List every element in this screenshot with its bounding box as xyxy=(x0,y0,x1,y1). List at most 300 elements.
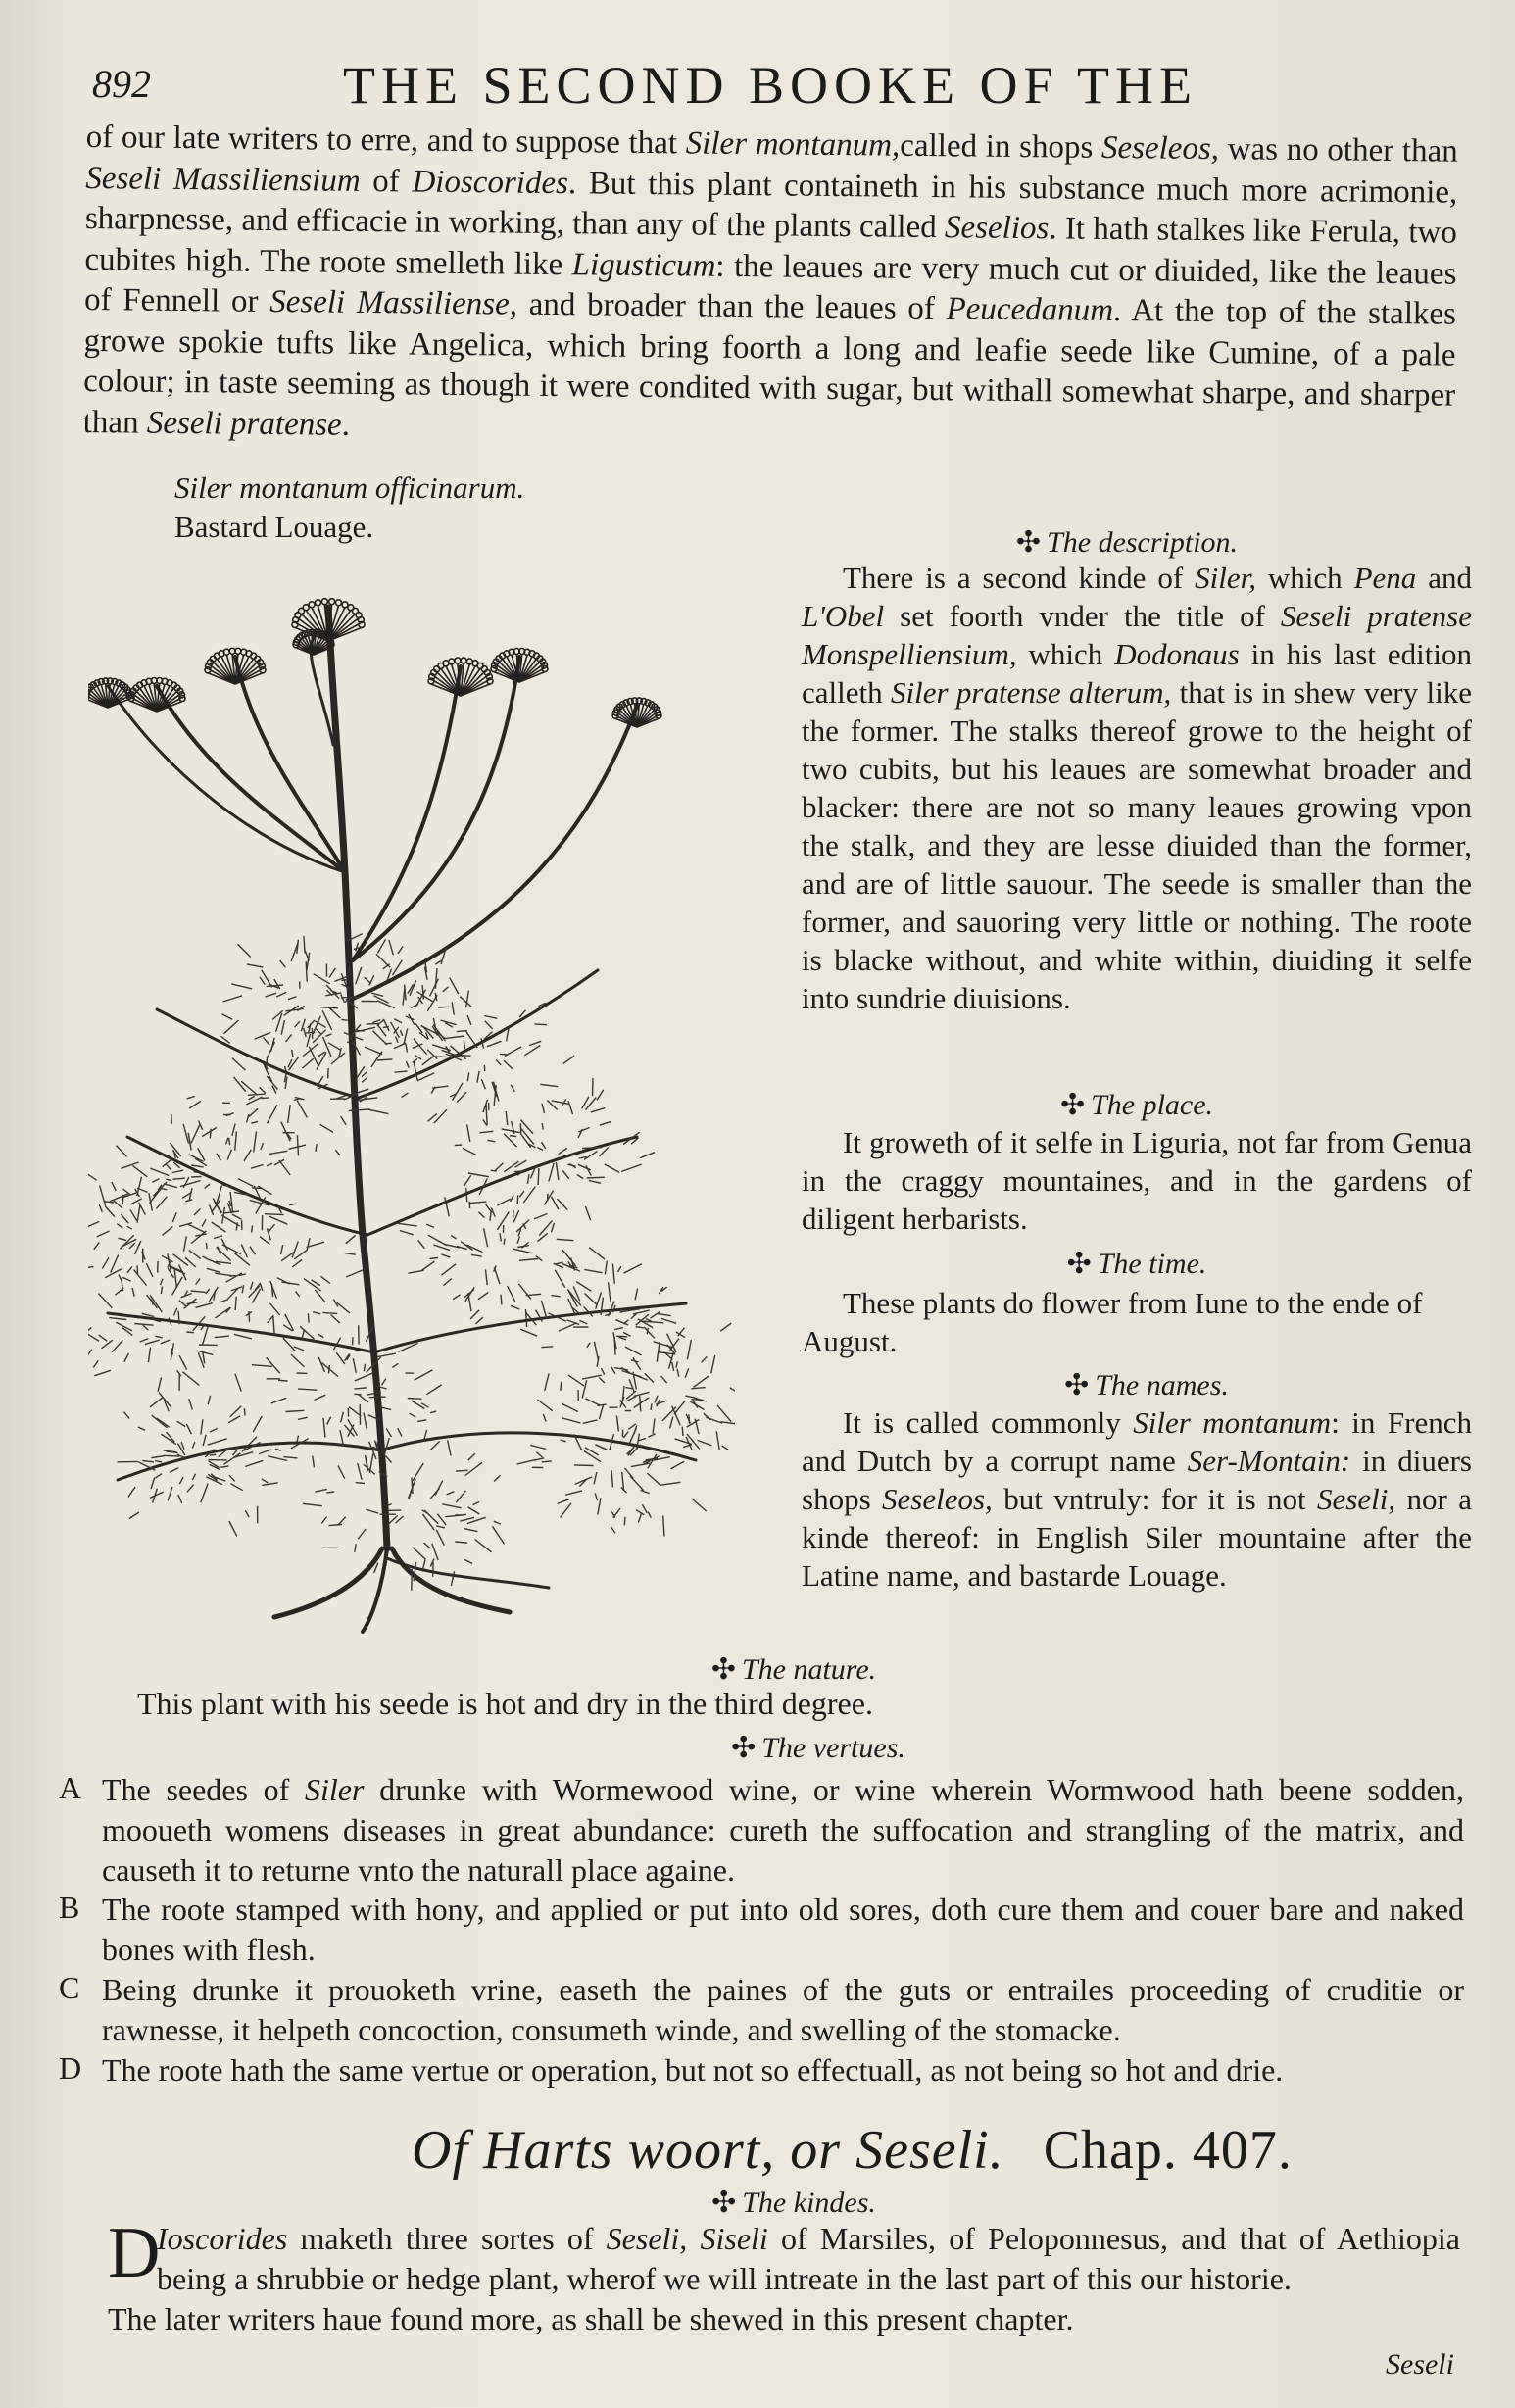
leaf-stroke xyxy=(539,1221,552,1236)
leaf-stroke xyxy=(653,1419,655,1434)
leaf-stroke xyxy=(663,1516,664,1537)
leaf-stroke xyxy=(601,1368,604,1374)
leaf-stroke xyxy=(207,1268,220,1272)
leaf-stroke xyxy=(112,1340,122,1351)
leaf-stroke xyxy=(649,1434,656,1437)
leaf-stroke xyxy=(172,1277,183,1295)
leaf-stroke xyxy=(630,1476,644,1491)
leaf-stroke xyxy=(413,1463,423,1481)
leaf-stroke xyxy=(716,1431,719,1450)
italic-run: Pena xyxy=(1353,561,1417,595)
leaf-stroke xyxy=(430,1411,436,1413)
leaf-stroke xyxy=(249,1097,255,1100)
leaf-stroke xyxy=(625,1468,634,1478)
leaf-stroke xyxy=(235,1253,250,1266)
leaf-stroke xyxy=(185,1257,196,1267)
leaf-stroke xyxy=(442,1504,461,1508)
leaf-stroke xyxy=(291,1354,305,1367)
leaf-stroke xyxy=(561,1382,562,1391)
leaf-stroke xyxy=(372,1020,380,1023)
intro-text: . But this plant containeth in his substance much more acrimonie, sharpnesse, and efficacie in working, than any of the plants called xyxy=(84,165,1458,246)
leaf-stroke xyxy=(585,1294,598,1305)
fleuron-icon: ✣ xyxy=(1015,526,1042,559)
leaf-stroke xyxy=(234,1334,252,1339)
leaf-stroke xyxy=(230,1484,242,1491)
leaf-stroke xyxy=(428,1235,447,1246)
leaf-stroke xyxy=(358,1463,362,1480)
leaf-stroke xyxy=(691,1400,703,1401)
leaf-stroke xyxy=(434,1109,447,1123)
leaf-stroke xyxy=(468,1202,486,1204)
leaf-stroke xyxy=(511,1305,519,1309)
leaf-stroke xyxy=(561,1503,571,1518)
leaf-stroke xyxy=(369,975,374,985)
leaf-stroke xyxy=(346,1235,356,1244)
leaf-stroke xyxy=(117,1224,122,1228)
umbel-flower xyxy=(329,599,335,605)
heading-text: The kindes. xyxy=(742,2187,876,2219)
leaf-stroke xyxy=(337,1302,350,1313)
leaf-stroke xyxy=(146,1263,153,1277)
leaf-stroke xyxy=(642,1504,647,1513)
leaf-stroke xyxy=(173,1254,189,1266)
leaf-stroke xyxy=(595,1445,607,1450)
leaf-stroke xyxy=(104,1202,114,1203)
leaf-stroke xyxy=(325,1034,331,1036)
leaf-stroke xyxy=(408,1399,422,1400)
leaf-stroke xyxy=(195,1303,212,1308)
leaf-stroke xyxy=(88,1222,99,1229)
leaf-stroke xyxy=(676,1361,678,1367)
leaf-stroke xyxy=(260,1237,270,1245)
leaf-stroke xyxy=(251,1282,254,1290)
leaf-stroke xyxy=(265,1214,284,1215)
leaf-stroke xyxy=(485,1021,493,1029)
leaf-stroke xyxy=(510,1136,516,1137)
leaf-stroke xyxy=(456,1491,465,1502)
leaf-stroke xyxy=(417,1420,426,1422)
leaf-stroke xyxy=(137,1205,140,1223)
leaf-stroke xyxy=(704,1413,710,1420)
leaf-stroke xyxy=(442,1264,457,1275)
leaf-stroke xyxy=(247,964,263,967)
heading-kindes xyxy=(686,2186,902,2220)
leaf-stroke xyxy=(186,1332,194,1333)
leaf-stroke xyxy=(430,979,439,997)
leaf-stroke xyxy=(373,1031,388,1045)
text-run: but vntruly: for it is not xyxy=(992,1482,1318,1516)
text-run: and xyxy=(1416,561,1472,595)
leaf-stroke xyxy=(622,1371,641,1377)
leaf-stroke xyxy=(685,1368,689,1377)
text-run: drunke with Wormewood wine, or wine wherein Wormwood hath beene sodden, mooueth womens diseases in great abundance: cureth the suffocation and strangling of the matrix, and causeth it to returne vnto the naturall place againe. xyxy=(102,1772,1465,1888)
leaf-stroke xyxy=(275,1449,281,1450)
leaf-stroke xyxy=(647,1473,660,1486)
leaf-stroke xyxy=(226,1273,243,1282)
leaf-stroke xyxy=(229,1475,235,1481)
leaf-stroke xyxy=(368,1109,388,1113)
leaf-stroke xyxy=(647,1328,648,1334)
leaf-stroke xyxy=(297,1135,298,1155)
leaf-stroke xyxy=(504,1239,505,1245)
leaf-stroke xyxy=(174,1308,177,1316)
leaf-stroke xyxy=(577,1175,583,1179)
leaf-stroke xyxy=(448,1440,452,1455)
leaf-stroke xyxy=(262,1479,269,1483)
leaf-stroke xyxy=(582,1380,587,1398)
leaf-stroke xyxy=(515,1160,527,1167)
leaf-stroke xyxy=(542,1142,546,1149)
leaf-stroke xyxy=(315,1290,325,1302)
vertue-text: The roote stamped with hony, and applied or put into old sores, doth cure them and couer bare and naked bones with flesh. xyxy=(102,1892,1464,1967)
leaf-stroke xyxy=(155,1474,162,1478)
leaf-stroke xyxy=(252,1226,253,1233)
leaf-stroke xyxy=(252,1365,272,1367)
leaf-stroke xyxy=(643,1321,663,1323)
leaf-stroke xyxy=(212,1200,220,1213)
leaf-stroke xyxy=(415,1023,422,1032)
leaf-stroke xyxy=(255,1032,271,1039)
leaf-stroke xyxy=(574,1465,594,1466)
leaf-stroke xyxy=(319,1007,338,1008)
leaf-stroke xyxy=(252,1188,262,1189)
leaf-stroke xyxy=(98,1294,112,1308)
leaf-stroke xyxy=(687,1340,691,1359)
text-run: There is a second kinde of xyxy=(843,561,1196,595)
leaf-stroke xyxy=(511,1195,514,1202)
leaf-stroke xyxy=(137,1265,138,1274)
vertue-text: The roote hath the same vertue or operation, but not so effectuall, as not being so hot and drie. xyxy=(102,2052,1284,2088)
leaf-stroke xyxy=(181,1442,184,1450)
leaf-stroke xyxy=(156,1197,167,1209)
leaf-stroke xyxy=(210,1454,216,1455)
leaf-stroke xyxy=(276,992,286,997)
leaf-stroke xyxy=(161,1340,171,1344)
leaf-stroke xyxy=(183,1361,187,1369)
leaf-stroke xyxy=(493,1526,505,1544)
leaf-stroke xyxy=(506,1111,508,1125)
leaf-stroke xyxy=(191,1291,206,1292)
leaf-stroke xyxy=(97,1231,110,1237)
leaf-stroke xyxy=(552,1223,555,1232)
heading-text: The time. xyxy=(1097,1248,1207,1280)
leaf-stroke xyxy=(535,1024,547,1025)
leaf-stroke xyxy=(269,1303,279,1315)
leaf-stroke xyxy=(161,1287,162,1295)
leaf-stroke xyxy=(432,1544,438,1560)
leaf-stroke xyxy=(541,1347,553,1348)
leaf-stroke xyxy=(94,1370,111,1376)
leaf-stroke xyxy=(249,1311,250,1322)
leaf-stroke xyxy=(596,1292,602,1308)
leaf-stroke xyxy=(212,1222,226,1232)
leaf-stroke xyxy=(353,1358,356,1373)
leaf-stroke xyxy=(349,1109,370,1111)
leaf-stroke xyxy=(494,1475,500,1481)
leaf-stroke xyxy=(151,1478,155,1490)
kindes-paragraph-end: The later writers haue found more, as shall be shewed in this present chapter. xyxy=(108,2301,1074,2336)
leaf-stroke xyxy=(341,1116,347,1125)
leaf-stroke xyxy=(134,1324,153,1326)
leaf-stroke xyxy=(279,1160,290,1175)
figure-caption-latin: Siler montanum officinarum. xyxy=(174,470,525,505)
leaf-stroke xyxy=(304,936,305,954)
leaf-stroke xyxy=(402,1093,409,1098)
leaf-stroke xyxy=(468,1453,475,1460)
leaf-stroke xyxy=(634,1398,650,1408)
leaf-stroke xyxy=(625,1347,642,1355)
leaf-stroke xyxy=(496,1059,501,1065)
chapter-title: Of Harts woort, or Seseli. xyxy=(412,2120,1004,2181)
leaf-stroke xyxy=(111,1255,119,1273)
leaf-stroke xyxy=(254,1132,257,1153)
leaf-stroke xyxy=(140,1339,149,1343)
leaf-stroke xyxy=(689,1414,690,1423)
leaf-stroke xyxy=(202,1325,208,1346)
leaf-stroke xyxy=(152,1415,168,1428)
leaf-stroke xyxy=(269,1216,288,1224)
leaf-stroke xyxy=(616,1415,618,1431)
umbel-flower xyxy=(461,658,466,663)
leaf-stroke xyxy=(303,1503,322,1505)
leaf-stroke xyxy=(102,1257,109,1268)
leaf-stroke xyxy=(128,1487,135,1497)
leaf-stroke xyxy=(161,1279,164,1286)
leaf-stroke xyxy=(692,1499,707,1511)
leaf-stroke xyxy=(568,1101,573,1114)
leaf-stroke xyxy=(173,1152,175,1158)
leaf-stroke xyxy=(443,987,449,992)
fleuron-icon: ✣ xyxy=(1064,1369,1090,1401)
kindes-paragraph xyxy=(157,2219,1460,2299)
leaf-stroke xyxy=(486,1104,487,1125)
intro-text: of our late writers to erre, and to suppose that xyxy=(85,119,686,162)
leaf-stroke xyxy=(431,1442,440,1450)
leaf-stroke xyxy=(143,1325,149,1330)
leaf-stroke xyxy=(367,1023,380,1024)
leaf-stroke xyxy=(552,1197,559,1209)
leaf-stroke xyxy=(597,1090,604,1101)
leaf-stroke xyxy=(180,1181,201,1187)
leaf-stroke xyxy=(460,997,471,1007)
leaf-stroke xyxy=(611,1526,615,1533)
leaf-stroke xyxy=(655,1396,658,1403)
leaf-stroke xyxy=(132,1288,134,1297)
leaf-stroke xyxy=(329,968,335,977)
leaf-stroke xyxy=(192,1474,195,1480)
leaf-stroke xyxy=(203,1256,210,1260)
leaf-stroke xyxy=(513,1210,518,1222)
leaf-stroke xyxy=(594,1472,597,1484)
umbel-flower xyxy=(309,602,315,608)
leaf-stroke xyxy=(307,1238,310,1251)
leaf-stroke xyxy=(530,1445,546,1449)
leaf-stroke xyxy=(223,996,243,1002)
intro-italic: Seseli Massiliensium xyxy=(85,160,361,199)
leaf-stroke xyxy=(328,1043,341,1050)
leaf-stroke xyxy=(730,1388,735,1395)
leaf-stroke xyxy=(648,1512,651,1518)
text-run: that is in shew very like the former. The stalks thereof growe to the height of two cubits, but his leaues are somewhat broader and blacker: there are not so many leaues growing vpon the stalk, and they are lesse diuided than the former, and are of little sauour. The seede is smaller than the former, and sauoring very little or nothing. The roote is blacke without, and white within, diuiding it selfe into sundrie diuisions. xyxy=(802,675,1472,1015)
leaf-stroke xyxy=(220,1300,228,1302)
leaf-stroke xyxy=(202,1128,217,1137)
leaf-stroke xyxy=(517,1195,518,1204)
leaf-stroke xyxy=(224,1020,239,1034)
leaf-stroke xyxy=(99,1335,107,1341)
leaf-stroke xyxy=(551,1296,560,1297)
leaf-stroke xyxy=(222,1245,241,1254)
leaf-stroke xyxy=(355,1544,356,1552)
leaf-stroke xyxy=(354,1388,367,1389)
leaf-stroke xyxy=(356,967,362,984)
leaf-stroke xyxy=(495,1163,504,1171)
intro-text: . It hath stalkes like Ferula, two cubites high. The roote smelleth like xyxy=(84,211,1458,282)
leaf-stroke xyxy=(386,1429,391,1437)
leaf-stroke xyxy=(235,1374,241,1392)
leaf-stroke xyxy=(465,1462,482,1475)
leaf-stroke xyxy=(338,1466,345,1479)
leaf-stroke xyxy=(518,1284,531,1300)
leaf-stroke xyxy=(457,1092,466,1102)
leaf-stroke xyxy=(594,1342,598,1360)
intro-text: and broader than the leaues of xyxy=(516,286,947,327)
leaf-stroke xyxy=(245,1460,263,1466)
leaf-stroke xyxy=(278,1380,288,1381)
leaf-stroke xyxy=(428,1114,437,1122)
leaf-stroke xyxy=(584,1269,602,1272)
leaf-stroke xyxy=(426,1385,441,1395)
leaf-stroke xyxy=(283,1457,297,1458)
leaf-stroke xyxy=(537,1148,543,1151)
leaf-stroke xyxy=(447,1492,455,1495)
leaf-stroke xyxy=(436,1530,444,1546)
leaf-stroke xyxy=(215,1336,229,1338)
leaf-stroke xyxy=(559,1148,567,1154)
leaf-stroke xyxy=(520,1191,524,1197)
leaf-stroke xyxy=(412,1569,413,1591)
leaf-stroke xyxy=(424,1510,438,1524)
leaf-stroke xyxy=(244,1408,245,1415)
leaf-stroke xyxy=(395,1071,408,1072)
leaf-stroke xyxy=(538,1168,539,1185)
leaf-stroke xyxy=(203,1435,206,1446)
leaf-stroke xyxy=(516,1220,529,1232)
leaf-stroke xyxy=(500,1233,502,1241)
leaf-stroke xyxy=(593,1078,594,1096)
leaf-stroke xyxy=(490,1210,491,1220)
leaf-stroke xyxy=(231,984,252,989)
description-paragraph xyxy=(802,559,1472,1017)
leaf-stroke xyxy=(280,960,286,967)
leaf-stroke xyxy=(229,1138,230,1145)
leaf-stroke xyxy=(134,1241,140,1254)
leaf-stroke xyxy=(138,1427,145,1430)
leaf-stroke xyxy=(520,1329,537,1336)
leaf-stroke xyxy=(638,1513,641,1522)
leaf-stroke xyxy=(149,1193,152,1210)
leaf-stroke xyxy=(407,1061,410,1068)
leaf-stroke xyxy=(365,977,371,984)
heading-nature xyxy=(676,1652,911,1687)
margin-letter: D xyxy=(59,2050,82,2086)
leaf-stroke xyxy=(639,1439,646,1441)
text-run: of Marsiles, of Peloponnesus, and that of Aethiopia being a shrubbie or hedge plant, wherof we will intreate in the last part of this our historie. xyxy=(157,2221,1461,2296)
leaf-stroke xyxy=(541,1301,547,1319)
leaf-stroke xyxy=(174,1269,176,1288)
leaf-stroke xyxy=(537,1400,552,1411)
leaf-stroke xyxy=(589,1180,601,1183)
leaf-stroke xyxy=(651,1403,652,1410)
leaf-stroke xyxy=(466,991,469,1007)
leaf-stroke xyxy=(371,1052,382,1067)
leaf-stroke xyxy=(398,1223,417,1226)
leaf-stroke xyxy=(415,1056,422,1059)
leaf-stroke xyxy=(157,1418,170,1427)
leaf-stroke xyxy=(589,1248,605,1259)
leaf-stroke xyxy=(527,1174,529,1184)
heading-text: The description. xyxy=(1047,526,1239,559)
leaf-stroke xyxy=(562,1171,568,1179)
leaf-stroke xyxy=(711,1355,715,1373)
leaf-stroke xyxy=(475,1317,482,1324)
leaf-stroke xyxy=(191,1124,200,1143)
vertue-text xyxy=(102,1770,1464,1891)
leaf-stroke xyxy=(302,1058,314,1068)
leaf-stroke xyxy=(227,1150,231,1160)
leaf-stroke xyxy=(467,1072,468,1081)
leaf-stroke xyxy=(628,1424,636,1430)
leaf-stroke xyxy=(164,1455,179,1456)
heading-description xyxy=(970,525,1284,560)
leaf-stroke xyxy=(247,1114,249,1122)
leaf-stroke xyxy=(217,1248,231,1261)
heading-text: The place. xyxy=(1091,1089,1214,1121)
leaf-stroke xyxy=(338,1517,346,1525)
leaf-stroke xyxy=(364,1364,365,1371)
leaf-stroke xyxy=(249,1108,258,1116)
leaf-stroke xyxy=(260,977,265,985)
leaf-stroke xyxy=(172,1178,184,1179)
leaf-stroke xyxy=(152,1179,159,1183)
text-run: The seedes of xyxy=(102,1772,306,1807)
leaf-stroke xyxy=(467,1124,470,1142)
leaf-stroke xyxy=(341,1412,344,1423)
leaf-stroke xyxy=(166,1179,171,1181)
leaf-stroke xyxy=(520,1120,533,1134)
leaf-stroke xyxy=(88,1333,99,1341)
intro-text: was no other than xyxy=(1218,131,1458,170)
intro-text: : the leaues are very much cut or diuided, like the leaues of Fennell or xyxy=(83,248,1457,319)
leaf-stroke xyxy=(88,1168,97,1180)
leaf-stroke xyxy=(444,1036,465,1039)
leaf-stroke xyxy=(468,1507,480,1514)
leaf-stroke xyxy=(364,1464,375,1474)
leaf-stroke xyxy=(196,1279,201,1285)
leaf-stroke xyxy=(556,1162,559,1180)
leaf-stroke xyxy=(318,1334,324,1338)
intro-italic: Seselios xyxy=(944,210,1050,247)
leaf-stroke xyxy=(189,1399,192,1409)
leaf-stroke xyxy=(427,995,437,1011)
leaf-stroke xyxy=(585,1206,590,1220)
leaf-stroke xyxy=(505,1047,521,1057)
leaf-stroke xyxy=(582,1148,602,1149)
italic-run: Dodonaus xyxy=(1114,637,1240,671)
leaf-stroke xyxy=(164,1184,177,1188)
leaf-stroke xyxy=(389,940,393,955)
leaf-stroke xyxy=(286,1410,305,1411)
leaf-stroke xyxy=(623,1264,642,1273)
